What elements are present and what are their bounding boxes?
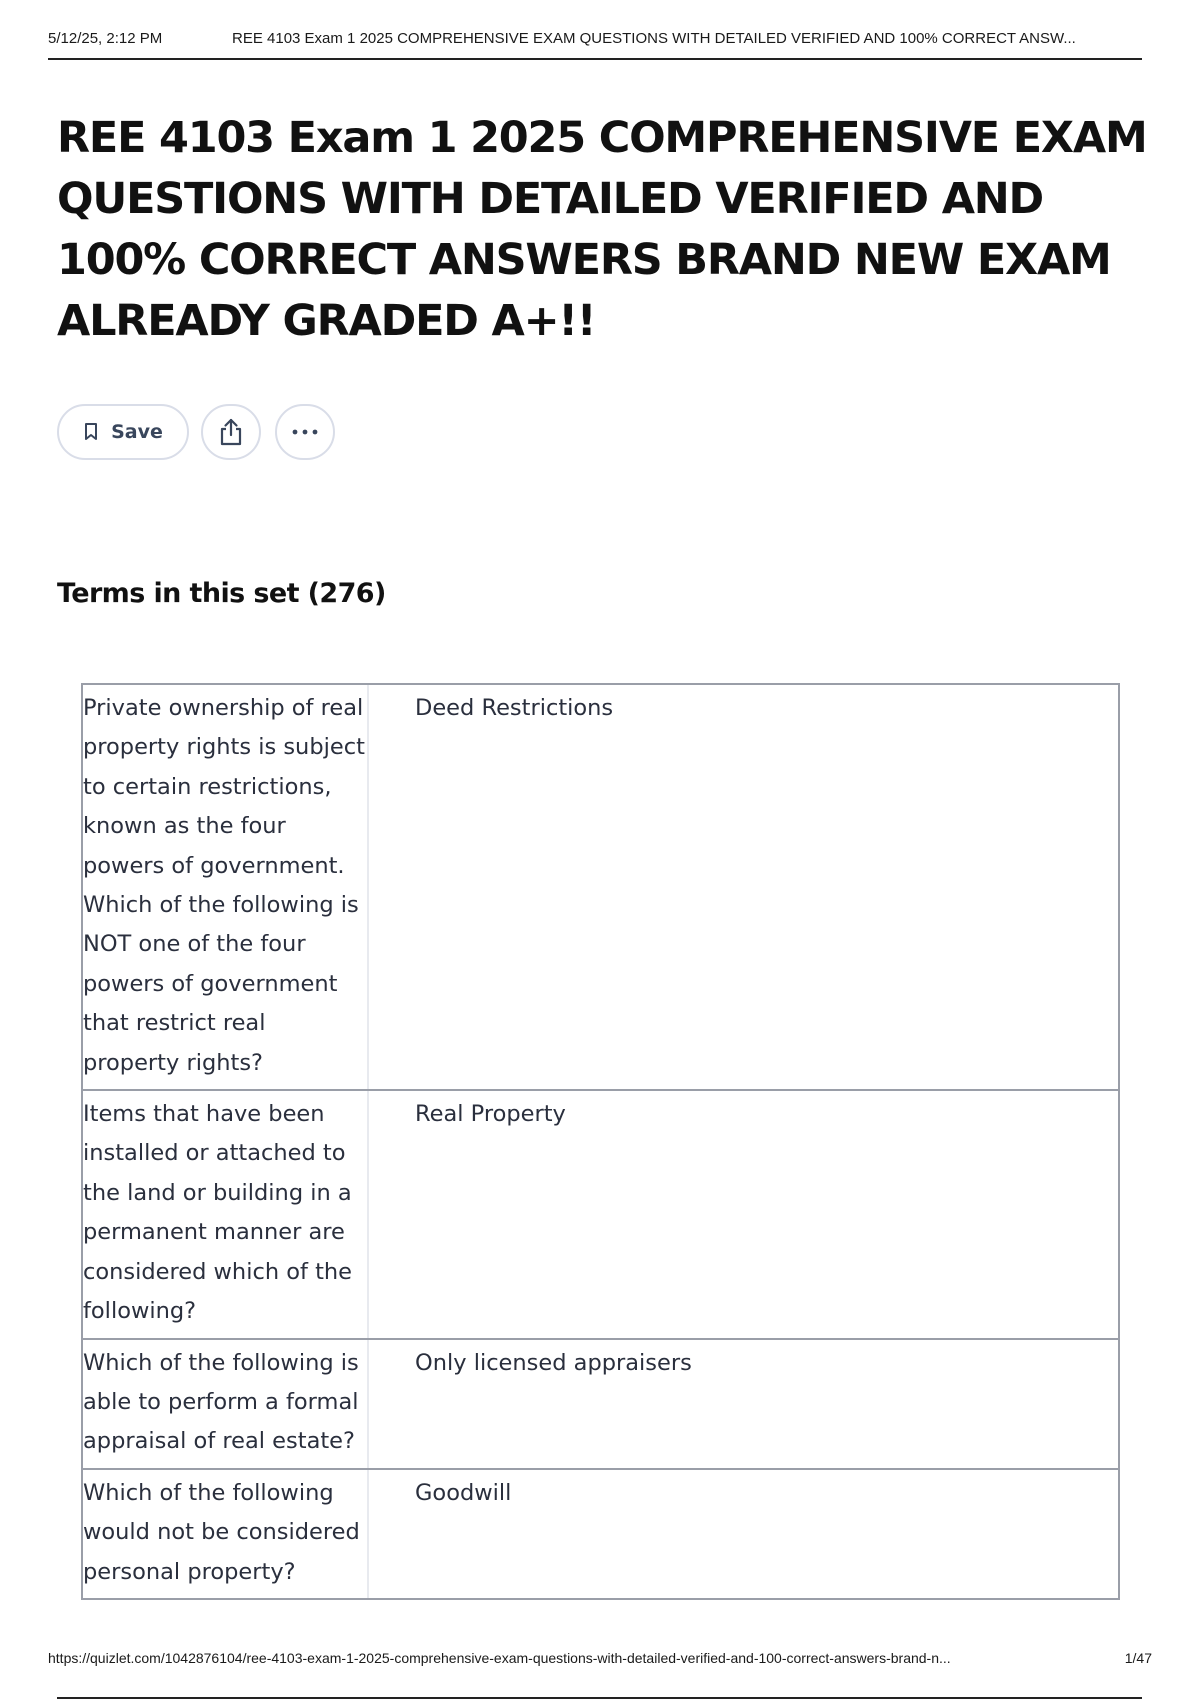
page-number: 1/47: [1124, 1650, 1152, 1666]
term-answer: Goodwill: [415, 1479, 512, 1506]
save-button-label: Save: [111, 421, 163, 443]
term-row: [81, 1468, 1120, 1600]
term-row: [81, 683, 1120, 1091]
share-icon: [218, 417, 244, 447]
bookmark-icon: [83, 422, 99, 442]
term-question: Which of the following is able to perform a formal appraisal of real estate?: [83, 1340, 369, 1468]
more-options-icon: [291, 428, 319, 436]
term-answer: Only licensed appraisers: [415, 1349, 692, 1376]
print-header: [48, 28, 1142, 60]
save-button[interactable]: [57, 404, 189, 460]
page-title: REE 4103 Exam 1 2025 COMPREHENSIVE EXAM QUESTIONS WITH DETAILED VERIFIED AND 100% CORRECT ANSWERS BRAND NEW EXAM ALREADY GRADED A+!!: [57, 113, 1147, 346]
term-row: [81, 1338, 1120, 1470]
print-url: https://quizlet.com/1042876104/ree-4103-exam-1-2025-comprehensive-exam-questions-with-detailed-verified-and-100-correct-answers-brand-n...: [48, 1650, 951, 1666]
share-button[interactable]: [201, 404, 261, 460]
print-document-title: REE 4103 Exam 1 2025 COMPREHENSIVE EXAM QUESTIONS WITH DETAILED VERIFIED AND 100% CORRECT ANSW...: [232, 30, 1076, 47]
term-row: [81, 1089, 1120, 1339]
footer-divider: [57, 1697, 1142, 1699]
terms-heading: Terms in this set (276): [57, 578, 386, 609]
more-options-button[interactable]: [275, 404, 335, 460]
term-question: Items that have been installed or attached to the land or building in a permanent manner are considered which of the following?: [83, 1091, 369, 1337]
term-answer: Deed Restrictions: [415, 695, 614, 721]
term-question: Private ownership of real property rights is subject to certain restrictions, known as the four powers of government. Which of the following is NOT one of the four powers of government that restrict real property rights?: [83, 685, 369, 1089]
term-list: [81, 683, 1120, 1600]
term-answer: Real Property: [415, 1101, 566, 1128]
print-date: 5/12/25, 2:12 PM: [48, 30, 163, 47]
term-question: Which of the following would not be considered personal property?: [83, 1470, 369, 1598]
